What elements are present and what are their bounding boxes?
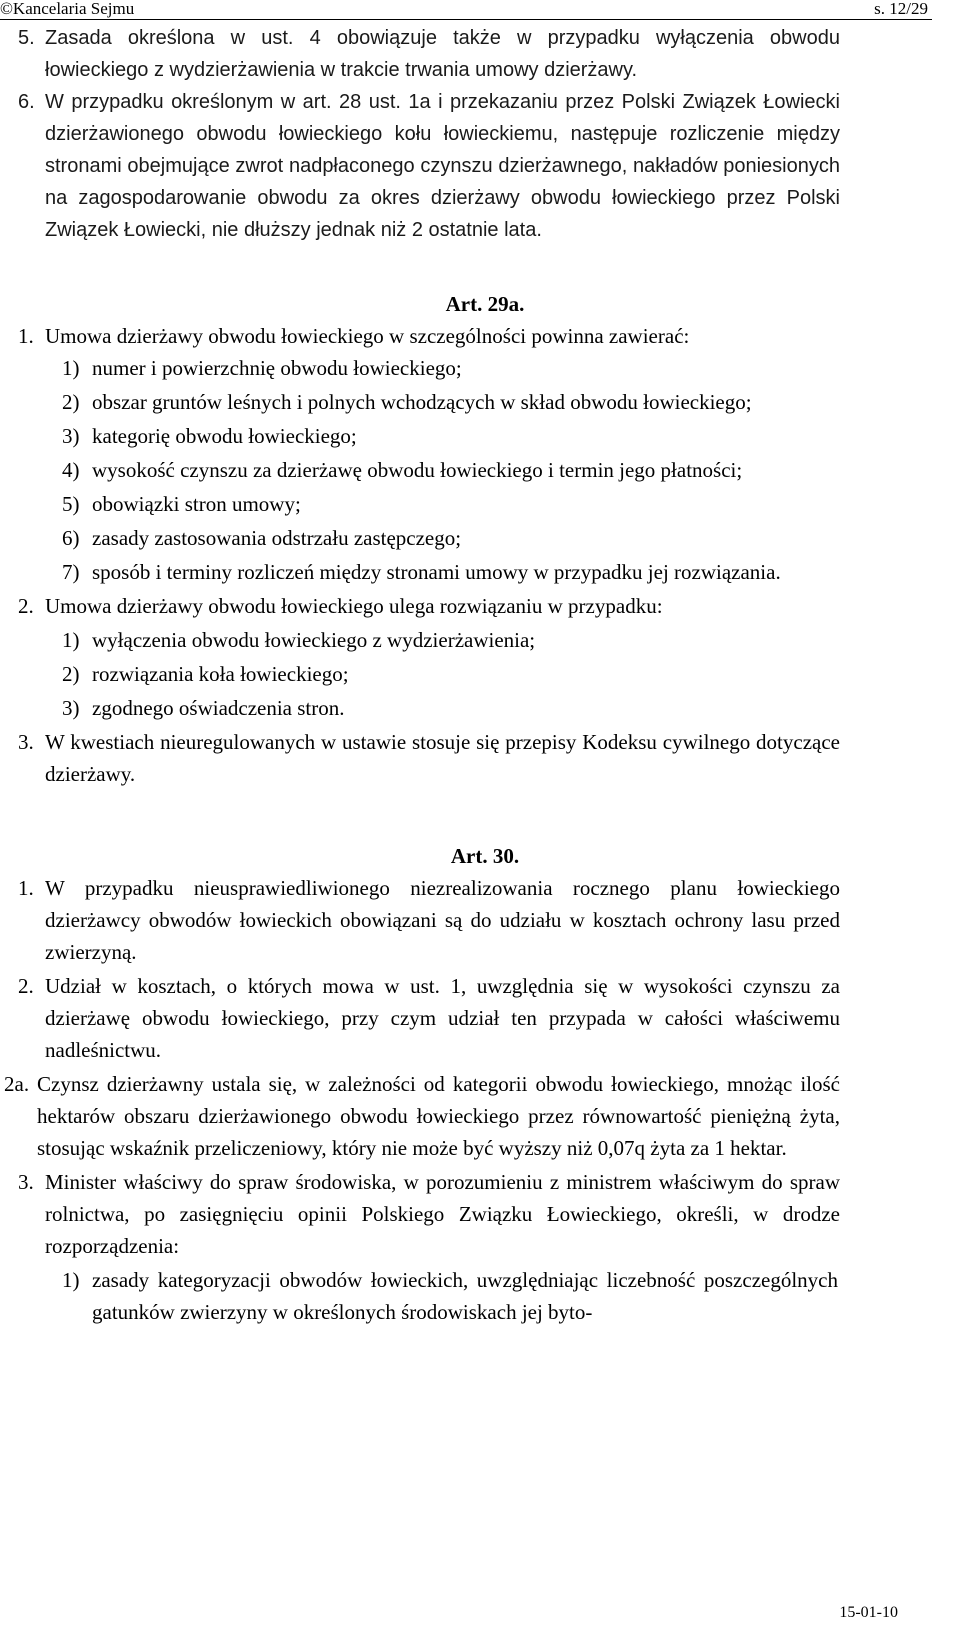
ust-text: Czynsz dzierżawny ustala się, w zależności od kategorii obwodu łowieckiego, mnożąc ilość hektarów obszaru dzierżawionego obwodu łowieckiego przez równowartość pieniężną żyta, stosując wskaźnik przeliczeniowy, który nie może być wyższy niż 0,07q żyta za 1 hektar. (37, 1072, 840, 1160)
page-header-left: ©Kancelaria Sejmu (0, 0, 135, 18)
point-number: 1) (62, 356, 80, 380)
ust-text: Udział w kosztach, o których mowa w ust. 1, uwzględnia się w wysokości czynszu za dzierżawę obwodu łowieckiego, przy czym udział ten przypada w całości właściwemu nadleśnictwu. (45, 974, 840, 1062)
art29-ust5 (0, 22, 960, 86)
point-text: sposób i terminy rozliczeń między stronami umowy w przypadku jej rozwiązania. (92, 560, 781, 584)
art30-heading: Art. 30. (450, 844, 520, 868)
ust-number: 1. (18, 876, 34, 900)
art29a-heading: Art. 29a. (445, 292, 525, 316)
ust-text: Minister właściwy do spraw środowiska, w porozumieniu z ministrem właściwym do spraw rolnictwa, po zasięgnięciu opinii Polskiego Związku Łowieckiego, określi, w drodze rozporządzenia: (45, 1170, 840, 1258)
point-number: 5) (62, 492, 80, 516)
point (0, 488, 960, 520)
document-body (0, 22, 960, 1328)
page-number: s. 12/29 (874, 0, 928, 18)
point-text: numer i powierzchnię obwodu łowieckiego; (92, 356, 462, 380)
point-text: zasady kategoryzacji obwodów łowieckich, uwzględniając liczebność poszczególnych gatunków zwierzyny w określonych środowiskach jej byto- (92, 1268, 838, 1324)
point (0, 1264, 960, 1328)
ust-text: Umowa dzierżawy obwodu łowieckiego ulega rozwiązaniu w przypadku: (45, 594, 663, 618)
point (0, 692, 960, 724)
point (0, 352, 960, 384)
point-text: wysokość czynszu za dzierżawę obwodu łowieckiego i termin jego płatności; (92, 458, 743, 482)
point-text: zasady zastosowania odstrzału zastępczego; (92, 526, 462, 550)
point-number: 2) (62, 390, 80, 414)
point (0, 522, 960, 554)
point-text: obowiązki stron umowy; (92, 492, 301, 516)
art29a-ust2 (0, 590, 960, 622)
art29a-ust3 (0, 726, 960, 790)
point (0, 454, 960, 486)
footer-date: 15-01-10 (839, 1604, 898, 1621)
point-text: wyłączenia obwodu łowieckiego z wydzierżawienia; (92, 628, 536, 652)
ust-number: 1. (18, 324, 34, 348)
point (0, 420, 960, 452)
art30-ust2a (0, 1068, 960, 1164)
point-text: zgodnego oświadczenia stron. (92, 696, 345, 720)
point-number: 2) (62, 662, 80, 686)
point-text: kategorię obwodu łowieckiego; (92, 424, 357, 448)
point-number: 1) (62, 1268, 80, 1292)
ust-number: 5. (18, 27, 35, 49)
art30-ust2 (0, 970, 960, 1066)
art29-ust6 (0, 86, 960, 246)
point-number: 4) (62, 458, 80, 482)
art29a-ust1-points (0, 352, 960, 588)
ust-number: 3. (18, 1170, 34, 1194)
art29a-ust2-points (0, 624, 960, 724)
ust-text: W przypadku nieusprawiedliwionego niezrealizowania rocznego planu łowieckiego dzierżawcy obwodów łowieckich obowiązani są do udziału w kosztach ochrony lasu przed zwierzyną. (45, 876, 840, 964)
ust-number: 2. (18, 974, 34, 998)
ust-text: Umowa dzierżawy obwodu łowieckiego w szczególności powinna zawierać: (45, 324, 690, 348)
point-number: 1) (62, 628, 80, 652)
ust-number: 2a. (4, 1072, 30, 1096)
point (0, 556, 960, 588)
art29a-ust1 (0, 320, 960, 352)
point (0, 658, 960, 690)
point-number: 3) (62, 424, 80, 448)
ust-number: 6. (18, 91, 35, 113)
point (0, 386, 960, 418)
art30-ust1 (0, 872, 960, 968)
point-number: 7) (62, 560, 80, 584)
ust-text: W przypadku określonym w art. 28 ust. 1a i przekazaniu przez Polski Związek Łowiecki dzierżawionego obwodu łowieckiego kołu łowieckiemu, następuje rozliczenie między stronami obejmujące zwrot nadpłaconego czynszu dzierżawnego, nakładów poniesionych na zagospodarowanie obwodu za okres dzierżawy obwodu łowieckiego przez Polski Związek Łowiecki, nie dłuższy jednak niż 2 ostatnie lata. (45, 91, 840, 241)
art30-ust3-points (0, 1264, 960, 1328)
ust-text: Zasada określona w ust. 4 obowiązuje także w przypadku wyłączenia obwodu łowieckiego z wydzierżawienia w trakcie trwania umowy dzierżawy. (45, 27, 840, 81)
header-rule (0, 19, 932, 20)
point-number: 3) (62, 696, 80, 720)
point-text: rozwiązania koła łowieckiego; (92, 662, 349, 686)
ust-text: W kwestiach nieuregulowanych w ustawie stosuje się przepisy Kodeksu cywilnego dotyczące dzierżawy. (45, 730, 840, 786)
ust-number: 2. (18, 594, 34, 618)
art30-ust3 (0, 1166, 960, 1262)
point-number: 6) (62, 526, 80, 550)
ust-number: 3. (18, 730, 34, 754)
point-text: obszar gruntów leśnych i polnych wchodzących w skład obwodu łowieckiego; (92, 390, 752, 414)
point (0, 624, 960, 656)
